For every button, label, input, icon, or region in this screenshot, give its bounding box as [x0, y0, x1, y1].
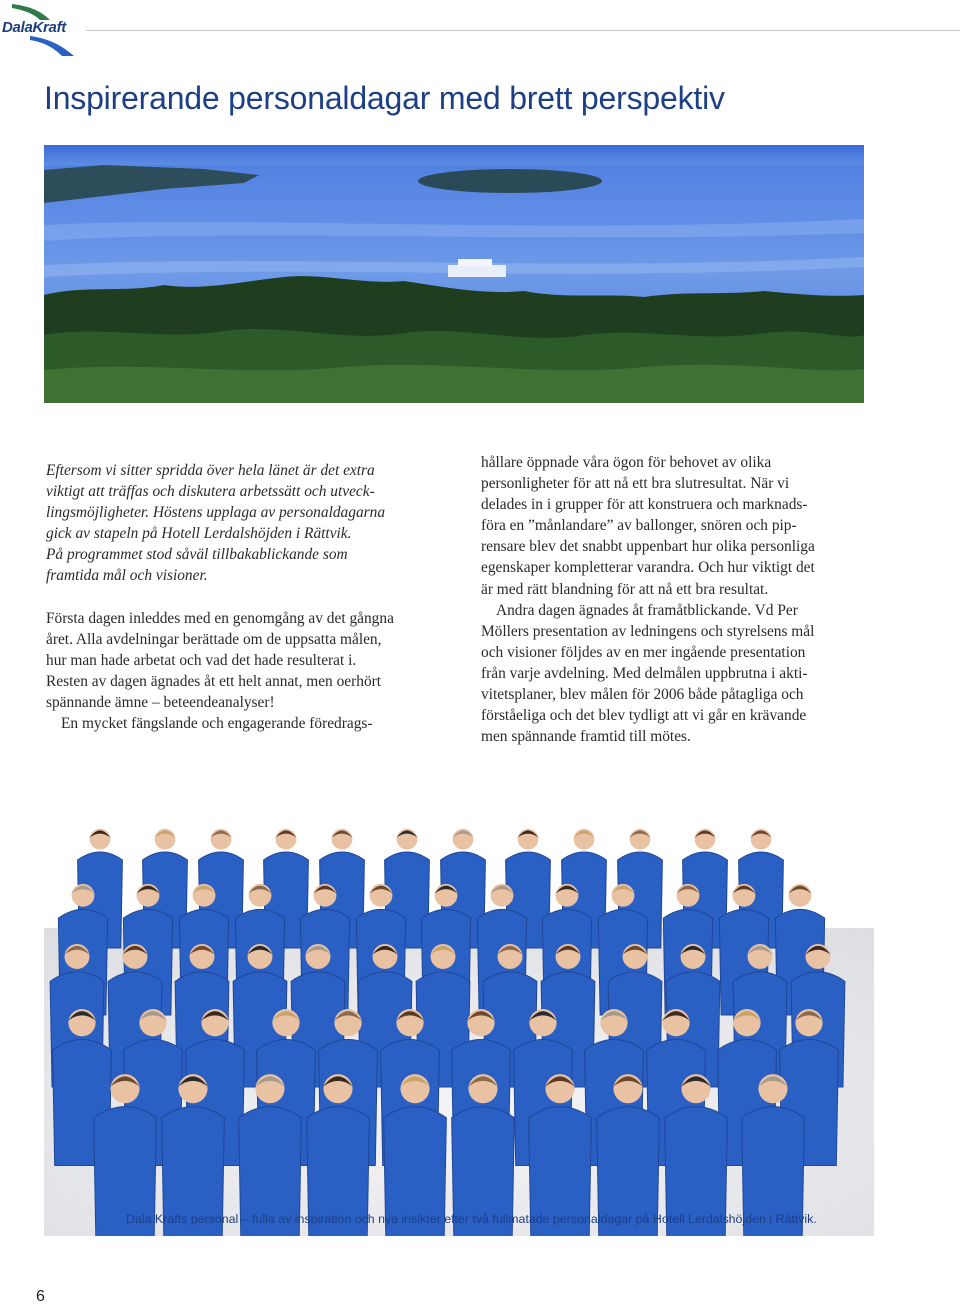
intro-line: Eftersom vi sitter spridda över hela länet är det extra — [46, 462, 375, 479]
body-line: egenskaper kompletterar varandra. Och hur viktigt det — [481, 559, 815, 577]
group-photo — [44, 768, 874, 1236]
body-line: Första dagen inleddes med en genomgång av det gångna — [46, 609, 394, 627]
body-line: hur man hade arbetat och vad det hade resulterat i. — [46, 651, 357, 669]
body-paragraph — [481, 452, 881, 600]
dalakraft-logo — [0, 2, 92, 58]
article-right-column — [481, 452, 881, 747]
body-paragraph — [46, 608, 446, 713]
intro-line: På programmet stod såväl tillbakablickande som — [46, 546, 348, 564]
body-line: hållare öppnade våra ögon för behovet av olika — [481, 454, 772, 471]
body-line: året. Alla avdelningar berättade om de uppsatta målen, — [46, 630, 382, 648]
body-line: rensare blev det snabbt uppenbart hur olika personliga — [481, 538, 815, 556]
intro-line: viktigt att träffas och diskutera arbetssätt och utveck- — [46, 483, 375, 501]
body-line: delades in i grupper för att konstruera och marknads- — [481, 496, 808, 514]
body-line: vitetsplaner, blev målen för 2006 både påtagliga och — [481, 686, 804, 704]
body-line: och visioner följdes av en mer ingående presentation — [481, 643, 806, 661]
header-rule — [86, 30, 960, 31]
article-left-column — [46, 460, 446, 734]
body-paragraph — [481, 600, 881, 748]
intro-line: gick av stapeln på Hotell Lerdalshöjden i Rättvik. — [46, 525, 352, 543]
intro-line: lingsmöjligheter. Höstens upplaga av personaldagarna — [46, 504, 386, 522]
lake-photo — [44, 145, 864, 403]
intro-line: framtida mål och visioner. — [46, 567, 208, 585]
body-line: men spännande framtid till mötes. — [481, 728, 691, 746]
body-paragraph-continued: En mycket fängslande och engagerande föredrags- — [61, 715, 373, 733]
body-line: spännande ämne – beteendeanalyser! — [46, 693, 275, 711]
intro-paragraph — [46, 460, 446, 587]
photo-caption: Dala Krafts personal – fulla av inspiration och nya insikter efter två fullmatade personaldagar på Hotell Lerdalshöjden i Rättvik. — [126, 1212, 817, 1226]
logo-text: DalaKraft — [2, 19, 66, 36]
body-line: Resten av dagen ägnades åt ett helt annat, men oerhört — [46, 672, 382, 690]
body-line: personligheter för att nå ett bra slutresultat. När vi — [481, 475, 790, 493]
body-line: från varje avdelning. Med delmålen uppbrutna i akti- — [481, 664, 808, 682]
page-number: 6 — [36, 1288, 45, 1305]
body-line: förståeliga och det blev tydligt att vi går en krävande — [481, 707, 807, 725]
body-line: Möllers presentation av ledningens och styrelsens mål — [481, 622, 815, 640]
body-line: är med rätt blandning för att nå ett bra resultat. — [481, 580, 769, 598]
page-title: Inspirerande personaldagar med brett perspektiv — [44, 80, 725, 116]
body-line: Andra dagen ägnades åt framåtblickande. Vd Per — [496, 601, 798, 619]
body-line: föra en ”månlandare” av ballonger, snören och pip- — [481, 517, 797, 535]
